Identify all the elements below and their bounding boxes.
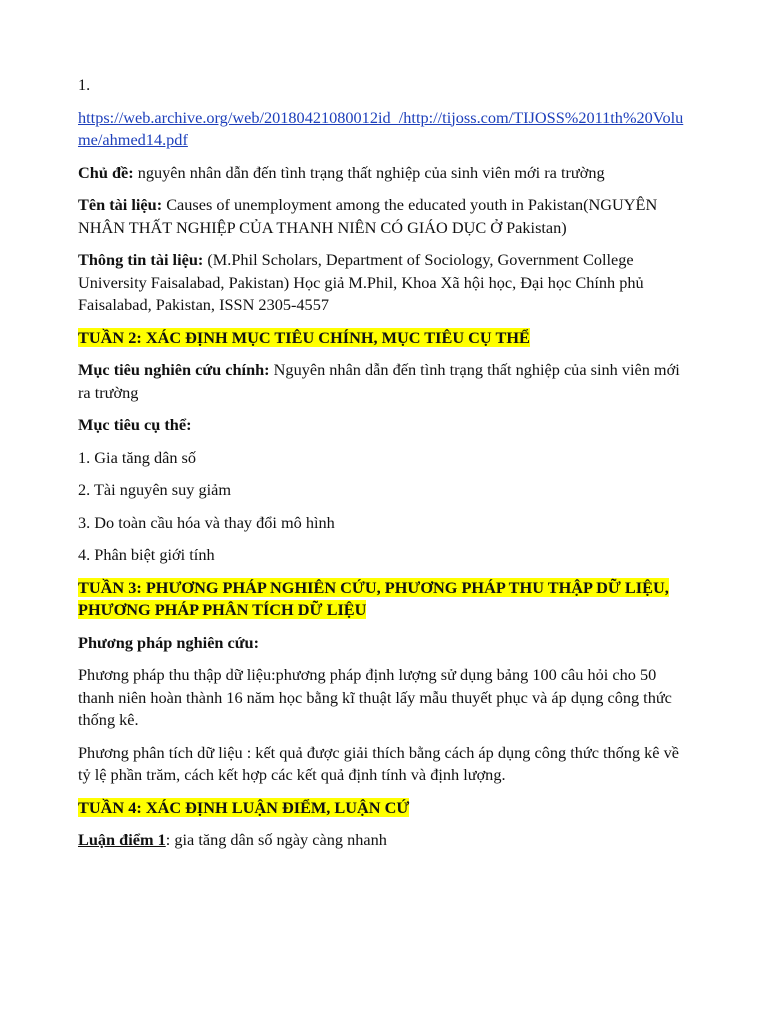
data-collection-method: Phương pháp thu thập dữ liệu:phương pháp định lượng sử dụng bảng 100 câu hỏi cho 50 thanh niên hoàn thành 16 năm học bằng kĩ thuật lấy mẫu thuyết phục và áp dụng công thức thống kê. [78, 665, 672, 729]
week2-heading-paragraph [78, 327, 693, 350]
item-number: 1. [78, 75, 91, 94]
specific-goal-item: 3. Do toàn cầu hóa và thay đổi mô hình [78, 512, 335, 532]
week4-heading-paragraph [78, 797, 693, 820]
topic-label: Chủ đề: [78, 162, 134, 182]
week3-heading-paragraph [78, 577, 693, 622]
doc-info-value: (M.Phil Scholars, Department of Sociology, Government College University Faisalabad, Pakistan) Học giả M.Phil, Khoa Xã hội học, Đại học Chính phủ Faisalabad, Pakistan, ISSN 2305-4557 [78, 250, 644, 314]
topic-line [78, 162, 693, 185]
research-method-label [78, 632, 693, 655]
source-link[interactable]: https://web.archive.org/web/20180421080012id_/http://tijoss.com/TIJOSS%2011th%20Volume/ahmed14.pdf [78, 107, 684, 149]
doc-name-label: Tên tài liệu: [78, 195, 163, 214]
week2-heading: TUẦN 2: XÁC ĐỊNH MỤC TIÊU CHÍNH, MỤC TIÊU CỤ THỂ [78, 327, 530, 347]
specific-goal-item: 2. Tài nguyên suy giảm [78, 480, 231, 499]
point1-value: : gia tăng dân số ngày càng nhanh [165, 830, 387, 849]
data-analysis-method: Phương phân tích dữ liệu : kết quả được giải thích bằng cách áp dụng công thức thống kê về tỷ lệ phần trăm, cách kết hợp các kết quả định tính và định lượng. [78, 742, 679, 784]
specific-goal-item: 1. Gia tăng dân số [78, 447, 197, 467]
main-goal-label: Mục tiêu nghiên cứu chính: [78, 360, 270, 379]
document-page [78, 74, 693, 862]
week4-heading: TUẦN 4: XÁC ĐỊNH LUẬN ĐIỂM, LUẬN CỨ [78, 797, 410, 817]
doc-info-line [78, 249, 693, 317]
specific-goals-label-text: Mục tiêu cụ thể: [78, 415, 192, 434]
source-link-paragraph [78, 107, 693, 152]
main-goal-line [78, 359, 693, 404]
point1-label: Luận điểm 1 [78, 830, 166, 849]
doc-info-label: Thông tin tài liệu: [78, 250, 204, 269]
doc-name-line [78, 194, 693, 239]
specific-goals-label [78, 414, 693, 437]
point1-line [78, 829, 693, 852]
doc-name-value: Causes of unemployment among the educated youth in Pakistan(NGUYÊN NHÂN THẤT NGHIỆP CỦA THANH NIÊN CÓ GIÁO DỤC Ở Pakistan) [78, 195, 658, 237]
research-method-label-text: Phương pháp nghiên cứu: [78, 632, 260, 652]
specific-goal-item: 4. Phân biệt giới tính [78, 545, 215, 564]
week3-heading: TUẦN 3: PHƯƠNG PHÁP NGHIÊN CỨU, PHƯƠNG PHÁP THU THẬP DỮ LIỆU, PHƯƠNG PHÁP PHÂN TÍCH DỮ LIỆU [78, 577, 669, 619]
topic-value: nguyên nhân dẫn đến tình trạng thất nghiệp của sinh viên mới ra trường [133, 162, 605, 182]
main-goal-value: Nguyên nhân dẫn đến tình trạng thất nghiệp của sinh viên mới ra trường [78, 360, 680, 402]
